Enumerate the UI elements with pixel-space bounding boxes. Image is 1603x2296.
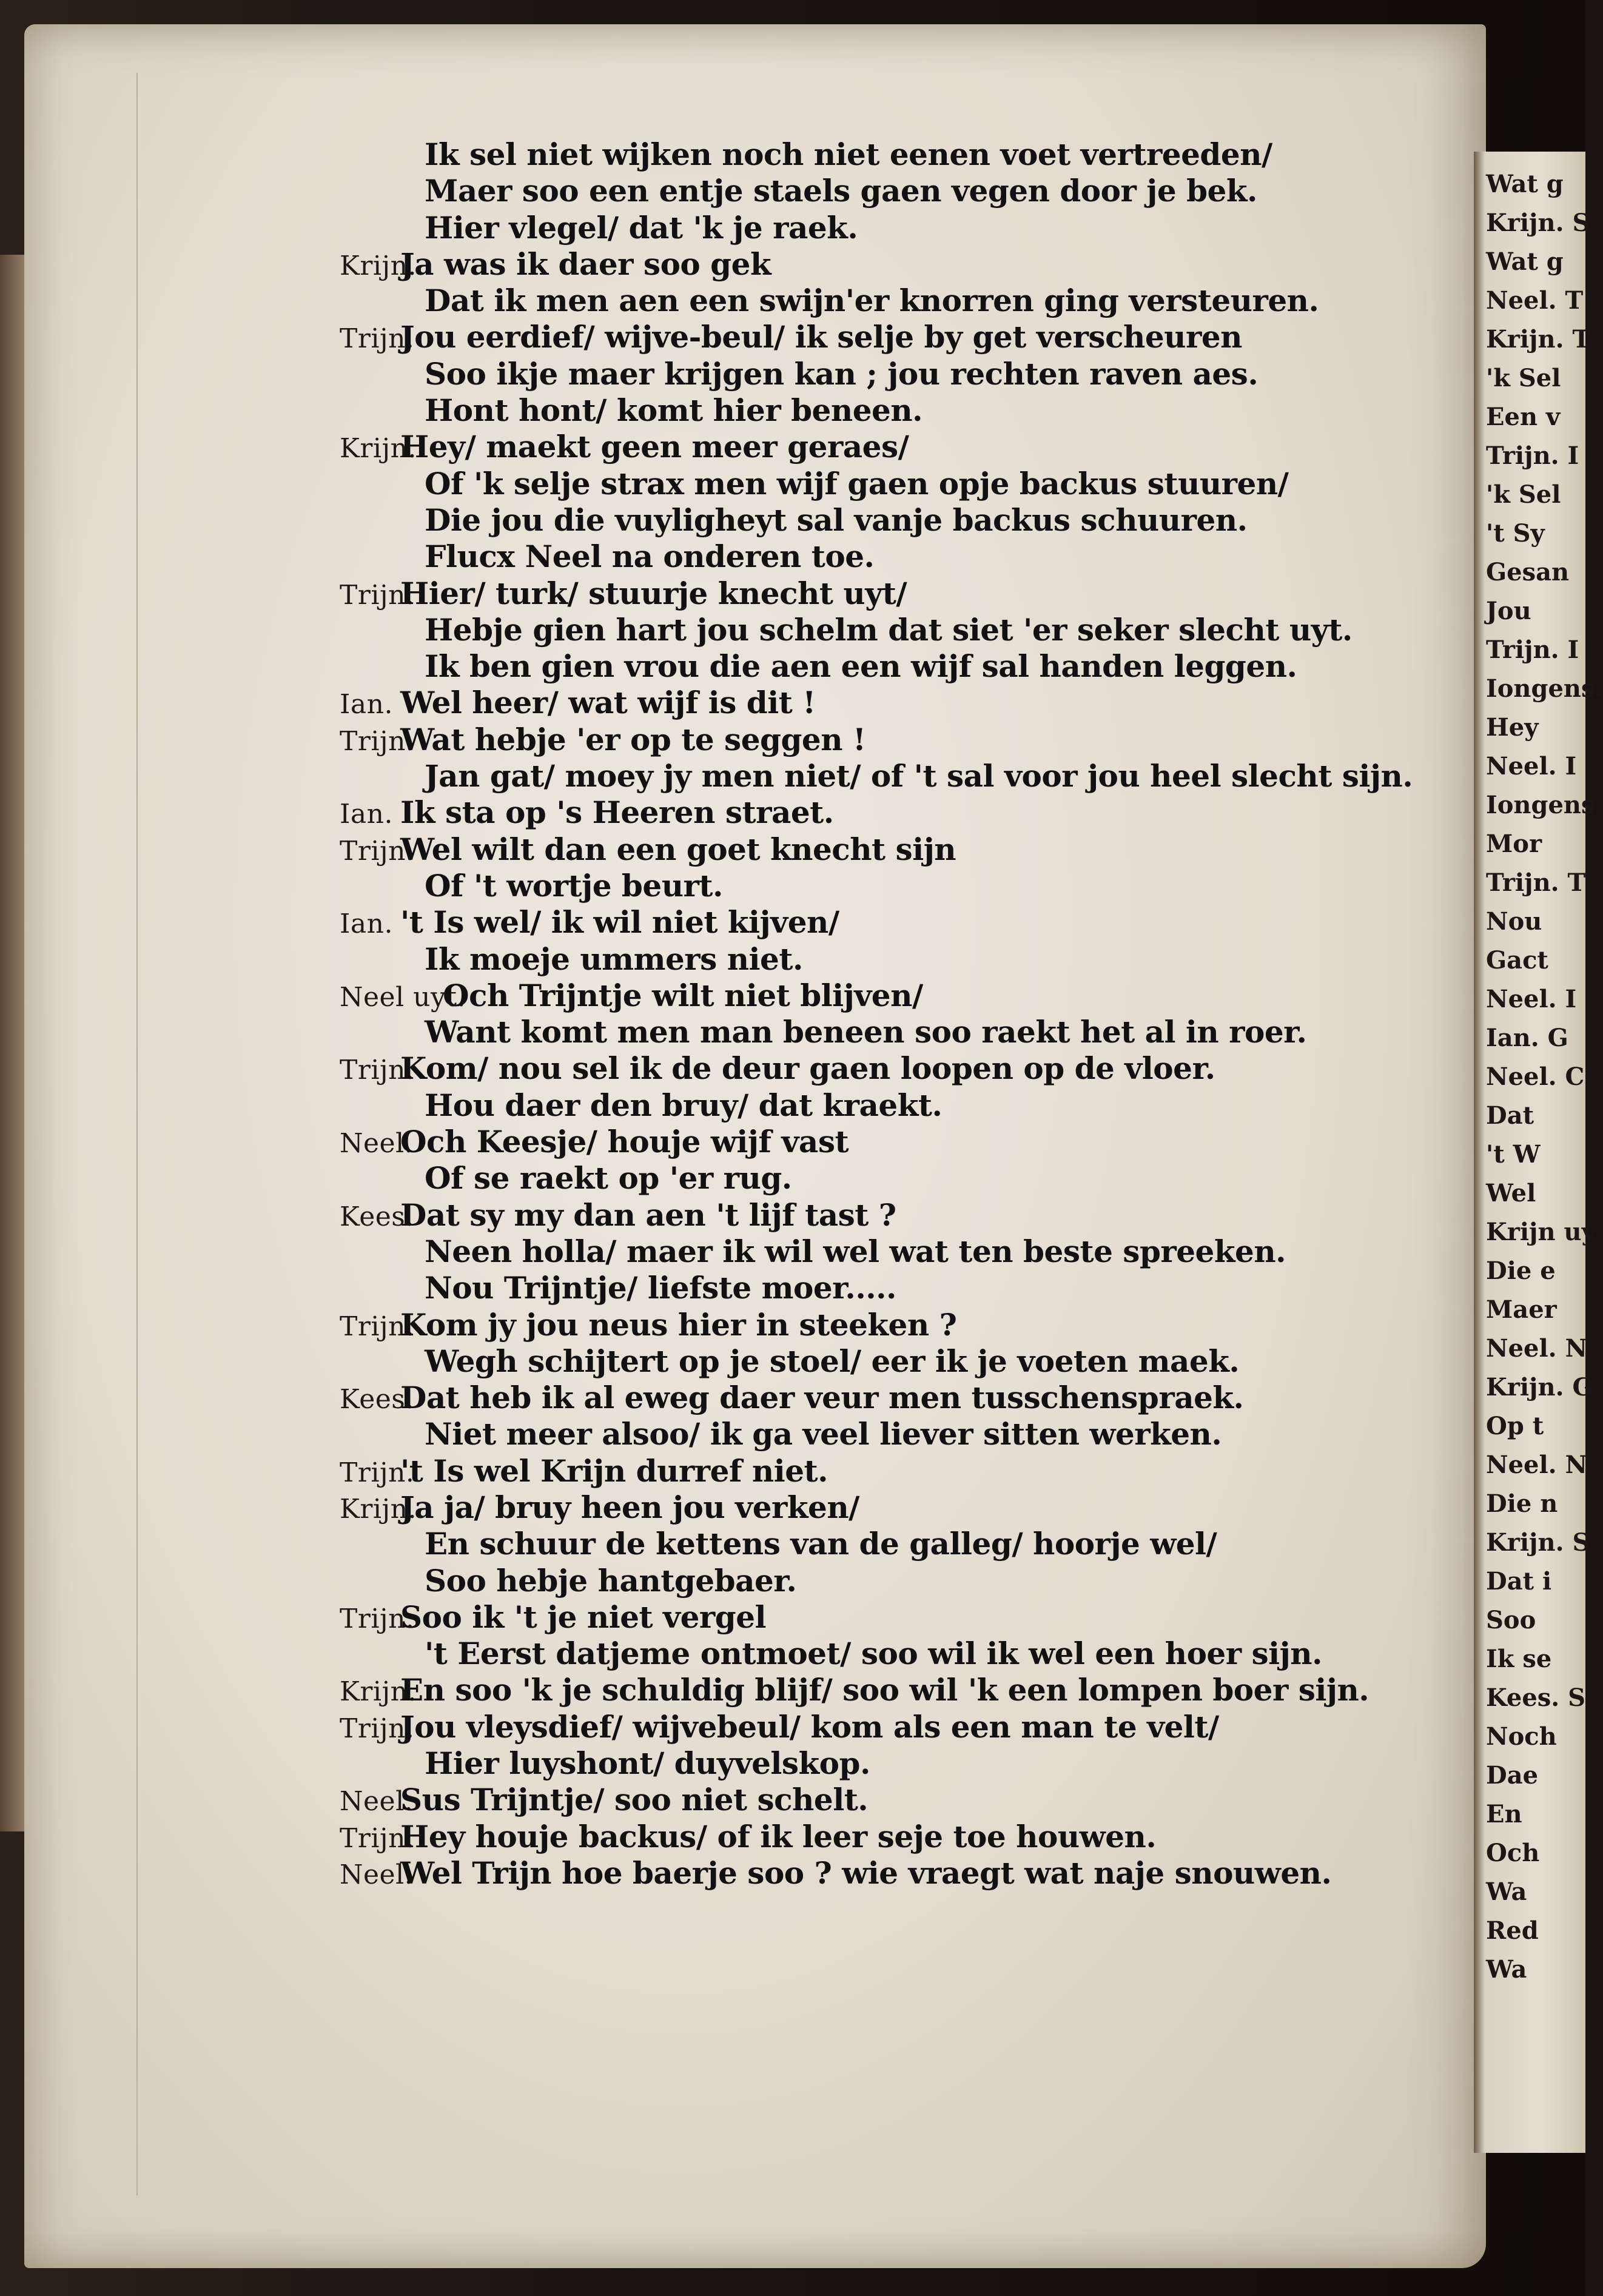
verse-line xyxy=(340,941,1413,978)
verse-line xyxy=(340,392,1413,429)
verse-line xyxy=(340,1782,1413,1818)
speaker-label: Trijn. xyxy=(340,1713,415,1744)
verse-text: Want komt men man beneen soo raekt het al in roer. xyxy=(425,1014,1307,1050)
verse-line xyxy=(340,1453,1413,1489)
speaker-label: Kees. xyxy=(340,1201,414,1232)
speaker-label: Trijn. xyxy=(340,725,415,757)
verse-line xyxy=(340,1709,1413,1745)
book-page xyxy=(24,24,1486,2268)
adjacent-page-fragment: Kees. S xyxy=(1486,1683,1586,1712)
adjacent-page-fragment: Wat g xyxy=(1486,247,1564,276)
verse-text: Ik sel niet wijken noch niet eenen voet vertreeden/ xyxy=(425,136,1272,172)
verse-text: Wegh schijtert op je stoel/ eer ik je voeten maek. xyxy=(425,1343,1240,1379)
adjacent-page-fragment: Hey xyxy=(1486,713,1539,742)
verse-line xyxy=(340,283,1413,319)
speaker-label: Trijn. xyxy=(340,1822,415,1854)
play-text xyxy=(340,136,1413,1892)
speaker-label: Kees. xyxy=(340,1384,414,1415)
adjacent-page-fragment: Ian. G xyxy=(1486,1024,1568,1052)
adjacent-page-fragment: Mor xyxy=(1486,830,1542,858)
adjacent-page-fragment: Krijn uy xyxy=(1486,1218,1596,1246)
verse-line xyxy=(340,722,1413,758)
adjacent-page-fragment: En xyxy=(1486,1800,1522,1828)
verse-line xyxy=(340,1819,1413,1855)
verse-line xyxy=(340,576,1413,612)
adjacent-page-fragment: Dat i xyxy=(1486,1567,1552,1596)
verse-line xyxy=(340,1489,1413,1526)
verse-text: Ik sta op 's Heeren straet. xyxy=(400,794,834,831)
verse-line xyxy=(340,1563,1413,1599)
verse-text: Hebje gien hart jou schelm dat siet 'er seker slecht uyt. xyxy=(425,611,1353,648)
verse-text: Hey/ maekt geen meer geraes/ xyxy=(400,429,909,465)
adjacent-page-fragment: Trijn. I xyxy=(1486,441,1579,470)
adjacent-page-fragment: Krijn. S xyxy=(1486,1528,1590,1557)
adjacent-page-fragment: Neel. N xyxy=(1486,1451,1588,1479)
speaker-label: Trijn. xyxy=(340,835,415,867)
adjacent-page-fragment: Maer xyxy=(1486,1295,1557,1324)
verse-text: Kom/ nou sel ik de deur gaen loopen op de vloer. xyxy=(400,1050,1215,1087)
verse-text: Ik moeje ummers niet. xyxy=(425,941,803,977)
verse-line xyxy=(340,1124,1413,1160)
adjacent-page-fragment: Dat xyxy=(1486,1101,1534,1130)
verse-line xyxy=(340,539,1413,575)
verse-line xyxy=(340,1745,1413,1782)
verse-text: Dat sy my dan aen 't lijf tast ? xyxy=(400,1197,896,1233)
adjacent-page-fragment: Wel xyxy=(1486,1179,1536,1207)
verse-text: En schuur de kettens van de galleg/ hoorje wel/ xyxy=(425,1526,1217,1562)
verse-text: Wel Trijn hoe baerje soo ? wie vraegt wat naje snouwen. xyxy=(400,1855,1332,1891)
verse-line xyxy=(340,904,1413,941)
adjacent-page-fragment: Neel. I xyxy=(1486,985,1577,1013)
verse-text: Soo ik 't je niet vergel xyxy=(400,1599,767,1635)
verse-text: Niet meer alsoo/ ik ga veel liever sitten werken. xyxy=(425,1416,1222,1452)
verse-text: Sus Trijntje/ soo niet schelt. xyxy=(400,1782,869,1818)
verse-line xyxy=(340,1014,1413,1050)
verse-line xyxy=(340,319,1413,355)
speaker-label: Trijn. xyxy=(340,1603,415,1634)
verse-line xyxy=(340,1416,1413,1452)
adjacent-page-fragment: Trijn. T xyxy=(1486,868,1586,897)
verse-text: Jan gat/ moey jy men niet/ of 't sal voor jou heel slecht sijn. xyxy=(425,758,1413,794)
adjacent-page-fragment: Gesan xyxy=(1486,558,1570,586)
verse-line xyxy=(340,1197,1413,1234)
speaker-label: Neel uyt. xyxy=(340,981,466,1013)
verse-line xyxy=(340,173,1413,209)
adjacent-page-fragment: Neel. N xyxy=(1486,1334,1588,1363)
adjacent-page-fragment: Soo xyxy=(1486,1606,1536,1634)
adjacent-page-fragment: Neel. I xyxy=(1486,752,1577,780)
verse-line xyxy=(340,1087,1413,1124)
adjacent-page-fragment: Krijn. G xyxy=(1486,1373,1593,1401)
adjacent-page-fragment: Gact xyxy=(1486,946,1548,975)
verse-text: Wel wilt dan een goet knecht sijn xyxy=(400,831,956,867)
verse-text: Och Keesje/ houje wijf vast xyxy=(400,1124,849,1160)
speaker-label: Trijn. xyxy=(340,1311,415,1342)
verse-text: 't Eerst datjeme ontmoet/ soo wil ik wel een hoer sijn. xyxy=(425,1636,1322,1672)
adjacent-page-fragment: Een v xyxy=(1486,403,1561,431)
verse-text: Maer soo een entje staels gaen vegen door je bek. xyxy=(425,173,1257,209)
verse-line xyxy=(340,1343,1413,1380)
verse-text: Hou daer den bruy/ dat kraekt. xyxy=(425,1087,943,1123)
verse-line xyxy=(340,246,1413,283)
speaker-label: Ian. xyxy=(340,799,393,830)
verse-line xyxy=(340,1160,1413,1197)
adjacent-page-fragment: Wat g xyxy=(1486,170,1564,198)
adjacent-page-fragment: Wa xyxy=(1486,1878,1527,1906)
speaker-label: Trijn. xyxy=(340,1457,415,1488)
verse-text: Dat ik men aen een swijn'er knorren ging versteuren. xyxy=(425,283,1319,319)
verse-line xyxy=(340,1526,1413,1562)
verse-text: Jou vleysdief/ wijvebeul/ kom als een man te velt/ xyxy=(400,1708,1219,1745)
verse-text: 't Is wel/ ik wil niet kijven/ xyxy=(400,904,839,941)
adjacent-page-fragment: Krijn. T xyxy=(1486,325,1591,354)
adjacent-page-fragment: Op t xyxy=(1486,1412,1544,1440)
adjacent-page-fragment: Noch xyxy=(1486,1722,1557,1751)
adjacent-page-fragment: Die e xyxy=(1486,1257,1556,1285)
verse-line xyxy=(340,502,1413,539)
verse-line xyxy=(340,648,1413,685)
verse-text: Kom jy jou neus hier in steeken ? xyxy=(400,1306,957,1343)
adjacent-page-fragment: Die n xyxy=(1486,1489,1558,1518)
adjacent-page-fragment: Red xyxy=(1486,1916,1539,1945)
verse-line xyxy=(340,758,1413,794)
verse-text: En soo 'k je schuldig blijf/ soo wil 'k een lompen boer sijn. xyxy=(400,1672,1369,1708)
verse-text: Dat heb ik al eweg daer veur men tusschenspraek. xyxy=(400,1380,1244,1416)
speaker-label: Neel. xyxy=(340,1786,414,1818)
verse-text: Flucx Neel na onderen toe. xyxy=(425,539,875,575)
adjacent-page-fragment: Nou xyxy=(1486,907,1542,936)
verse-line xyxy=(340,978,1413,1014)
verse-line xyxy=(340,1234,1413,1270)
adjacent-page-fragment: Neel. C xyxy=(1486,1062,1585,1091)
verse-text: Jou eerdief/ wijve-beul/ ik selje by get verscheuren xyxy=(400,319,1243,355)
adjacent-page-fragment: 'k Sel xyxy=(1486,364,1561,392)
verse-line xyxy=(340,210,1413,246)
verse-line xyxy=(340,356,1413,392)
verse-text: Of 't wortje beurt. xyxy=(425,867,723,904)
verse-line xyxy=(340,831,1413,868)
verse-line xyxy=(340,1380,1413,1416)
verse-line xyxy=(340,794,1413,831)
speaker-label: Krijn. xyxy=(340,1493,417,1525)
verse-line xyxy=(340,1855,1413,1892)
verse-line xyxy=(340,1307,1413,1343)
verse-text: 't Is wel Krijn durref niet. xyxy=(400,1452,828,1489)
verse-line xyxy=(340,136,1413,173)
adjacent-page-fragment: 't Sy xyxy=(1486,519,1545,548)
adjacent-page-fragment: 't W xyxy=(1486,1140,1541,1169)
verse-line xyxy=(340,1050,1413,1087)
speaker-label: Ian. xyxy=(340,908,393,940)
verse-line xyxy=(340,1672,1413,1708)
adjacent-page-fragment: Trijn. I xyxy=(1486,636,1579,664)
speaker-label: Ian. xyxy=(340,689,393,720)
adjacent-page-fragment: Wa xyxy=(1486,1955,1527,1984)
adjacent-page xyxy=(1474,152,1603,2153)
verse-line xyxy=(340,1270,1413,1306)
speaker-label: Krijn. xyxy=(340,250,417,281)
verse-text: Of 'k selje strax men wijf gaen opje backus stuuren/ xyxy=(425,465,1289,502)
speaker-label: Trijn. xyxy=(340,323,415,355)
verse-text: Ja ja/ bruy heen jou verken/ xyxy=(400,1489,859,1525)
verse-line xyxy=(340,429,1413,465)
verse-text: Hier vlegel/ dat 'k je raek. xyxy=(425,209,858,246)
speaker-label: Neel. xyxy=(340,1128,414,1160)
speaker-label: Trijn. xyxy=(340,1055,415,1086)
verse-text: Die jou die vuyligheyt sal vanje backus schuuren. xyxy=(425,502,1248,538)
verse-line xyxy=(340,466,1413,502)
verse-line xyxy=(340,685,1413,721)
verse-text: Soo ikje maer krijgen kan ; jou rechten raven aes. xyxy=(425,355,1259,392)
verse-text: Wat hebje 'er op te seggen ! xyxy=(400,721,866,757)
verse-text: Of se raekt op 'er rug. xyxy=(425,1160,792,1197)
verse-text: Wel heer/ wat wijf is dit ! xyxy=(400,685,816,721)
adjacent-page-fragment: Krijn. S xyxy=(1486,209,1590,237)
verse-line xyxy=(340,1599,1413,1636)
adjacent-page-fragment: Dae xyxy=(1486,1761,1539,1790)
speaker-label: Trijn. xyxy=(340,579,415,611)
adjacent-page-fragment: Neel. T xyxy=(1486,286,1584,315)
verse-text: Ik ben gien vrou die aen een wijf sal handen leggen. xyxy=(425,648,1297,685)
adjacent-page-fragment: 'k Sel xyxy=(1486,480,1561,509)
verse-text: Soo hebje hantgebaer. xyxy=(425,1562,797,1599)
verse-line xyxy=(340,868,1413,904)
verse-text: Hier/ turk/ stuurje knecht uyt/ xyxy=(400,575,907,611)
verse-text: Hont hont/ komt hier beneen. xyxy=(425,392,923,429)
verse-text: Hier luyshont/ duyvelskop. xyxy=(425,1745,870,1782)
verse-text: Nou Trijntje/ liefste moer..... xyxy=(425,1270,896,1306)
verse-text: Ja was ik daer soo gek xyxy=(400,246,771,282)
verse-text: Och Trijntje wilt niet blijven/ xyxy=(443,977,923,1013)
page-rule xyxy=(136,73,138,2195)
verse-text: Hey houje backus/ of ik leer seje toe houwen. xyxy=(400,1818,1157,1855)
adjacent-page-fragment: Ik se xyxy=(1486,1645,1552,1673)
speaker-label: Krijn. xyxy=(340,433,417,465)
adjacent-page-fragment: Iongens xyxy=(1486,791,1595,819)
adjacent-page-fragment: Och xyxy=(1486,1839,1540,1867)
adjacent-page-fragment: Jou xyxy=(1486,597,1531,625)
verse-line xyxy=(340,1636,1413,1672)
speaker-label: Krijn. xyxy=(340,1676,417,1708)
adjacent-page-fragment: Iongens. xyxy=(1486,674,1603,703)
speaker-label: Neel. xyxy=(340,1859,414,1890)
verse-text: Neen holla/ maer ik wil wel wat ten beste spreeken. xyxy=(425,1233,1286,1269)
verse-line xyxy=(340,612,1413,648)
